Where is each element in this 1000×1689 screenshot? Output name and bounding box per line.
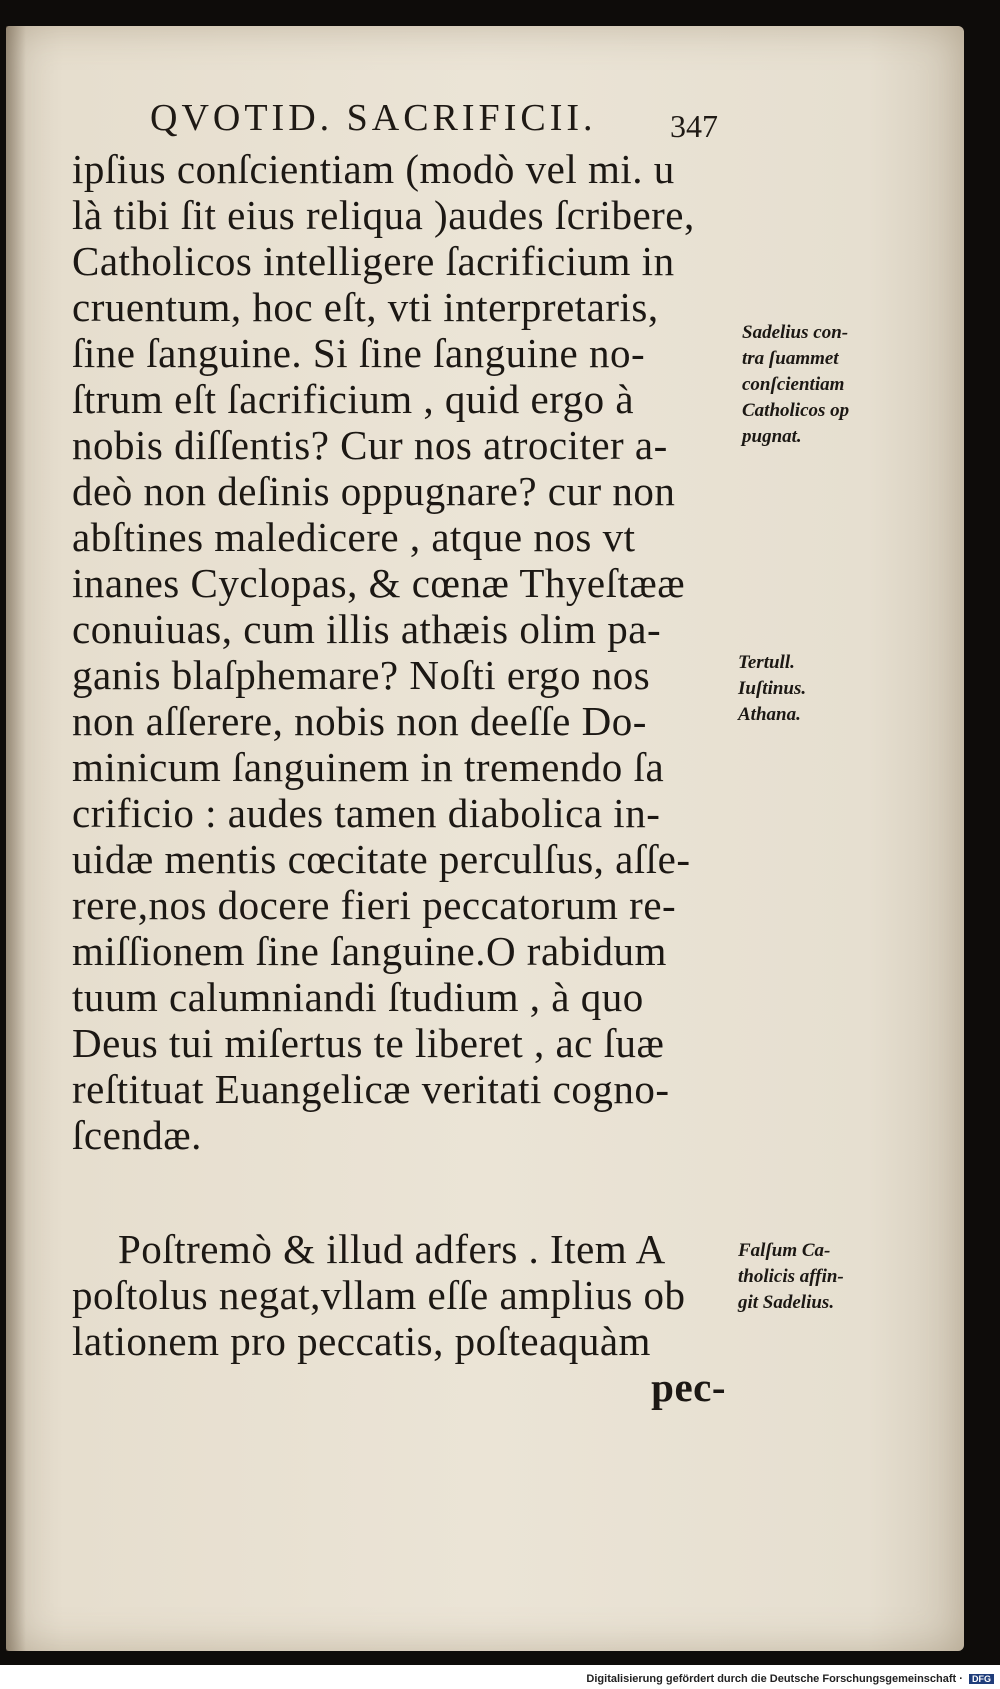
text-line: ſine ſanguine. Si ſine ſanguine no-	[72, 330, 646, 376]
text-line: cruentum, hoc eſt, vti interpretaris,	[72, 284, 659, 330]
text-line: miſſionem ſine ſanguine.O rabidum	[72, 928, 667, 974]
text-line: reſtituat Euangelicæ veritati cogno-	[72, 1066, 670, 1112]
text-line: Deus tui miſertus te liberet , ac ſuæ	[72, 1020, 665, 1066]
text-line: abſtines maledicere , atque nos vt	[72, 514, 636, 560]
text-line: ipſius conſcientiam (modò vel mi. u	[72, 146, 675, 192]
text-line: minicum ſanguinem in tremendo ſa	[72, 744, 665, 790]
text-line: nobis diſſentis? Cur nos atrociter a-	[72, 422, 668, 468]
credit-text: Digitalisierung gefördert durch die Deutsche Forschungsgemeinschaft	[586, 1673, 957, 1685]
page-number: 347	[670, 108, 718, 144]
marginal-note-sadelius: Sadelius con- tra ſuammet conſcientiam Catholicos op pugnat.	[742, 322, 850, 447]
text-line: lationem pro peccatis, poſteaquàm	[72, 1318, 651, 1364]
marginal-note-fathers: Tertull. Iuſtinus. Athana.	[738, 652, 807, 725]
catchword: pec-	[651, 1364, 726, 1410]
text-line: ſcendæ.	[72, 1112, 202, 1158]
text-line: rere,nos docere fieri peccatorum re-	[72, 882, 677, 928]
text-line: tuum calumniandi ſtudium , à quo	[72, 974, 644, 1020]
text-line: inanes Cyclopas, & cœnæ Thyeſtææ	[72, 560, 686, 606]
text-line: non aſſerere, nobis non deeſſe Do-	[72, 698, 647, 744]
text-line: ſtrum eſt ſacrificium , quid ergo à	[72, 376, 635, 422]
text-line: ganis blaſphemare? Noſti ergo nos	[72, 652, 651, 698]
running-header: QVOTID. SACRIFICII.	[150, 97, 597, 139]
marginal-note-falsum: Falſum Ca- tholicis affin- git Sadelius.	[738, 1240, 844, 1313]
text-line: deò non deſinis oppugnare? cur non	[72, 468, 676, 514]
page-gutter-shadow	[6, 26, 26, 1651]
text-line: poſtolus negat,vllam eſſe amplius ob	[72, 1272, 686, 1318]
text-line: uidæ mentis cœcitate perculſus, aſſe-	[72, 836, 691, 882]
dfg-logo: DFG	[969, 1674, 994, 1684]
text-line: crificio : audes tamen diabolica in-	[72, 790, 661, 836]
text-line: Poſtremò & illud adfers . Item A	[118, 1226, 666, 1272]
main-text-block	[72, 146, 732, 1410]
text-line: conuiuas, cum illis athæis olim pa-	[72, 606, 662, 652]
digitization-credit: Digitalisierung gefördert durch die Deutsche Forschungsgemeinschaft · DFG	[586, 1673, 994, 1685]
text-line: là tibi ſit eius reliqua )audes ſcribere,	[72, 192, 695, 238]
text-line: Catholicos intelligere ſacrificium in	[72, 238, 675, 284]
